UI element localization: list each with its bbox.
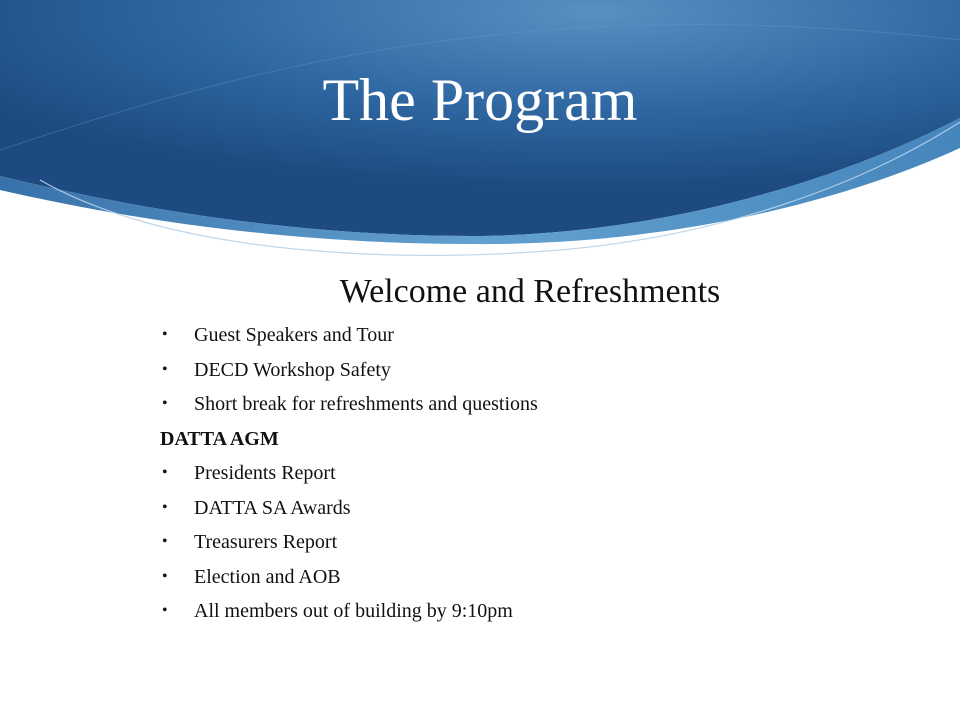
- agm-subheading: DATTA AGM: [160, 427, 279, 450]
- list-item-text: Treasurers Report: [194, 531, 338, 553]
- bullet-icon: •: [162, 602, 168, 619]
- list-item: [160, 594, 880, 629]
- bullet-icon: •: [162, 360, 168, 378]
- list-item: [160, 560, 880, 595]
- bullet-icon: •: [162, 567, 168, 585]
- list-item: [160, 456, 880, 491]
- list-item-text: DECD Workshop Safety: [194, 358, 391, 381]
- bullet-list-group1: [160, 318, 880, 422]
- list-item: [160, 491, 880, 526]
- bullet-icon: •: [162, 326, 168, 343]
- header-banner: [0, 0, 960, 280]
- list-item: [160, 387, 880, 422]
- bullet-icon: •: [162, 395, 168, 412]
- bullet-icon: •: [162, 533, 168, 550]
- content-area: [160, 268, 880, 629]
- list-item: [160, 353, 880, 388]
- list-item-text: DATTA SA Awards: [194, 496, 351, 519]
- list-item-text: Election and AOB: [194, 565, 341, 588]
- bullet-icon: •: [162, 464, 168, 481]
- bullet-list-group2: [160, 456, 880, 629]
- list-item-text: All members out of building by 9:10pm: [194, 600, 513, 622]
- section-heading: Welcome and Refreshments: [339, 273, 721, 310]
- list-item: [160, 318, 880, 353]
- list-item-text: Guest Speakers and Tour: [194, 324, 394, 346]
- list-item: [160, 525, 880, 560]
- slide-title: The Program: [322, 67, 638, 133]
- bullet-icon: •: [162, 498, 168, 516]
- list-item-text: Presidents Report: [194, 462, 336, 484]
- list-item-text: Short break for refreshments and questions: [194, 393, 538, 415]
